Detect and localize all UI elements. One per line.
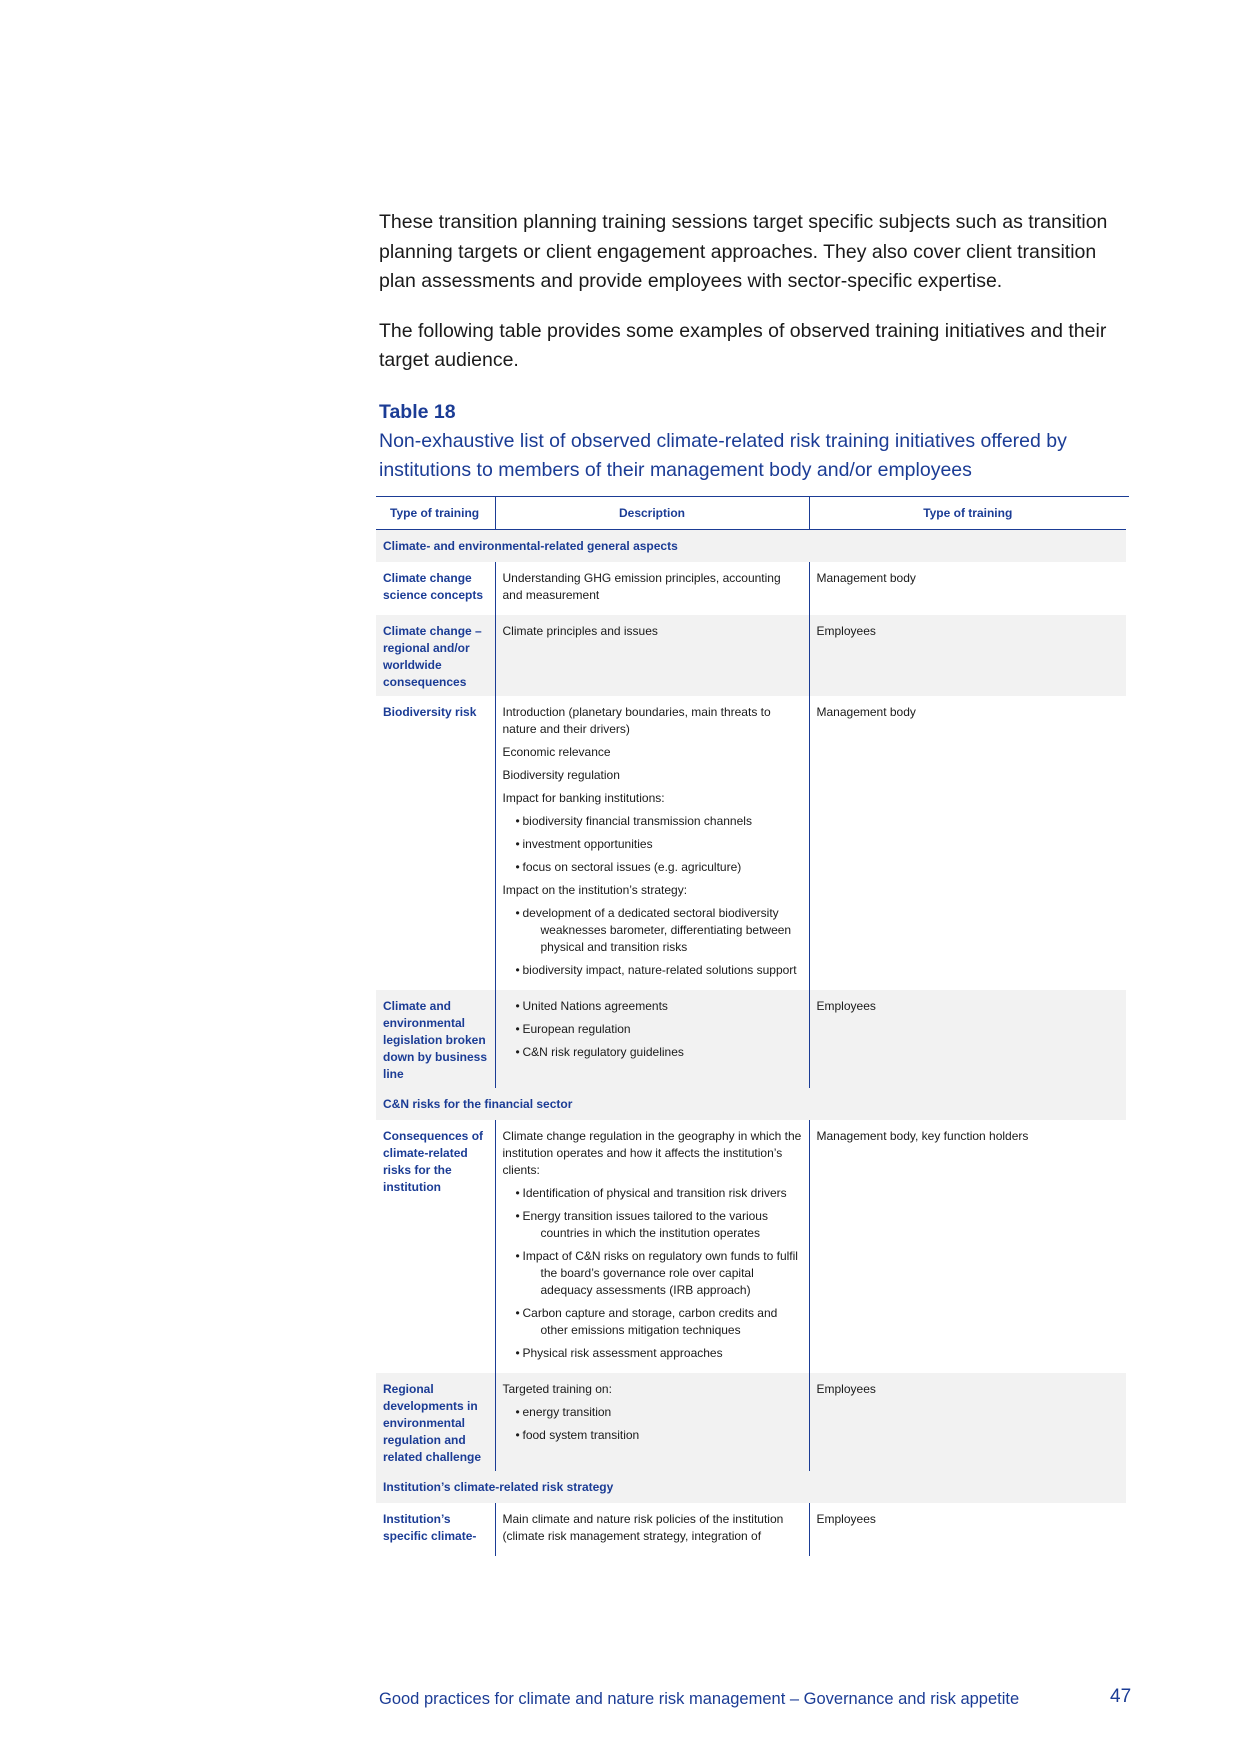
training-type-cell: Climate change – regional and/or worldwide consequences xyxy=(376,615,495,696)
description-cell xyxy=(495,1503,809,1556)
footer-title: Good practices for climate and nature risk management – Governance and risk appetite xyxy=(379,1690,1020,1708)
table-row xyxy=(376,1503,1126,1556)
description-cell xyxy=(495,1373,809,1471)
audience-cell: Employees xyxy=(809,990,1126,1088)
training-table-wrapper xyxy=(376,496,1129,1556)
table-body xyxy=(376,529,1126,1556)
description-bullet: • Energy transition issues tailored to the various countries in which the institution operates xyxy=(503,1208,803,1242)
section-row xyxy=(376,529,1126,562)
audience-cell: Management body xyxy=(816,570,916,585)
table-row xyxy=(376,615,1126,696)
description-bullet: • United Nations agreements xyxy=(503,998,803,1015)
description-cell xyxy=(495,990,809,1088)
training-type-cell: Biodiversity risk xyxy=(376,696,495,990)
table-label: Table 18 xyxy=(379,400,456,423)
description-bullet: • investment opportunities xyxy=(503,836,803,853)
table-row xyxy=(376,990,1126,1088)
description-bullet-list xyxy=(503,813,803,876)
description-bullet: • development of a dedicated sectoral biodiversity weaknesses barometer, differentiating between physical and transition risks xyxy=(503,905,803,956)
description-bullet: • food system transition xyxy=(503,1427,803,1444)
description-bullet: • focus on sectoral issues (e.g. agriculture) xyxy=(503,859,803,876)
audience-cell: Employees xyxy=(816,1511,876,1526)
description-line: Climate principles and issues xyxy=(502,623,658,638)
audience-cell: Management body, key function holders xyxy=(816,1128,1029,1143)
description-bullet: • Carbon capture and storage, carbon credits and other emissions mitigation techniques xyxy=(503,1305,803,1339)
description-line: Impact for banking institutions: xyxy=(502,790,665,805)
audience-cell: Employees xyxy=(809,1373,1126,1471)
training-type-cell: Consequences of climate-related risks for the institution xyxy=(376,1120,495,1373)
page-content xyxy=(379,208,1131,1556)
description-cell xyxy=(495,562,809,615)
description-line: Understanding GHG emission principles, accounting and measurement xyxy=(502,570,781,602)
table-header-row xyxy=(376,497,1126,530)
description-line: Introduction (planetary boundaries, main threats to nature and their drivers) xyxy=(502,704,771,736)
header-description: Description xyxy=(495,497,809,530)
description-bullet: • energy transition xyxy=(503,1404,803,1421)
audience-cell: Management body xyxy=(816,704,916,719)
description-bullet: • C&N risk regulatory guidelines xyxy=(503,1044,803,1061)
description-bullet-list xyxy=(503,1404,803,1444)
description-cell xyxy=(495,615,809,696)
page-number: 47 xyxy=(1110,1686,1132,1707)
description-bullet: • Physical risk assessment approaches xyxy=(503,1345,803,1362)
description-bullet-list xyxy=(503,905,803,979)
description-line: Impact on the institution’s strategy: xyxy=(502,882,688,897)
table-row xyxy=(376,562,1126,615)
training-table xyxy=(376,497,1126,1556)
description-cell xyxy=(495,1120,809,1373)
description-bullet: • Identification of physical and transition risk drivers xyxy=(503,1185,803,1202)
section-row xyxy=(376,1088,1126,1120)
description-line: Biodiversity regulation xyxy=(502,767,620,782)
description-line: Climate change regulation in the geography in which the institution operates and how it affects the institution’s clients: xyxy=(502,1128,802,1177)
audience-cell: Employees xyxy=(809,615,1126,696)
table-caption: Non-exhaustive list of observed climate-related risk training initiatives offered by institutions to members of their management body and/or employees xyxy=(379,429,1067,481)
description-bullet: • European regulation xyxy=(503,1021,803,1038)
description-cell xyxy=(495,696,809,990)
section-title: Institution’s climate-related risk strategy xyxy=(376,1471,1126,1503)
training-type-cell: Regional developments in environmental regulation and related challenge xyxy=(376,1373,495,1471)
description-line: Main climate and nature risk policies of the institution (climate risk management strategy, integration of xyxy=(502,1511,784,1543)
training-type-cell: Climate change science concepts xyxy=(376,562,495,615)
description-line: Economic relevance xyxy=(502,744,611,759)
section-title: C&N risks for the financial sector xyxy=(376,1088,1126,1120)
header-audience: Type of training xyxy=(809,497,1126,530)
description-bullet-list xyxy=(503,1185,803,1362)
table-row xyxy=(376,1120,1126,1373)
intro-paragraph-1: These transition planning training sessions target specific subjects such as transition planning targets or client engagement approaches. They also cover client transition plan assessments and provide employees with sector-specific expertise. xyxy=(379,211,1108,292)
table-row xyxy=(376,696,1126,990)
intro-paragraph-2: The following table provides some examples of observed training initiatives and their target audience. xyxy=(379,319,1107,371)
description-bullet: • biodiversity impact, nature-related solutions support xyxy=(503,962,803,979)
description-bullet: • Impact of C&N risks on regulatory own funds to fulfil the board’s governance role over capital adequacy assessments (IRB approach) xyxy=(503,1248,803,1299)
table-row xyxy=(376,1373,1126,1471)
section-row xyxy=(376,1471,1126,1503)
training-type-cell: Climate and environmental legislation broken down by business line xyxy=(376,990,495,1088)
description-line: Targeted training on: xyxy=(502,1381,612,1396)
description-bullet: • biodiversity financial transmission channels xyxy=(503,813,803,830)
training-type-cell: Institution’s specific climate- xyxy=(376,1503,495,1556)
description-bullet-list xyxy=(503,998,803,1061)
header-type-of-training: Type of training xyxy=(376,497,495,530)
section-title: Climate- and environmental-related general aspects xyxy=(376,529,1126,562)
